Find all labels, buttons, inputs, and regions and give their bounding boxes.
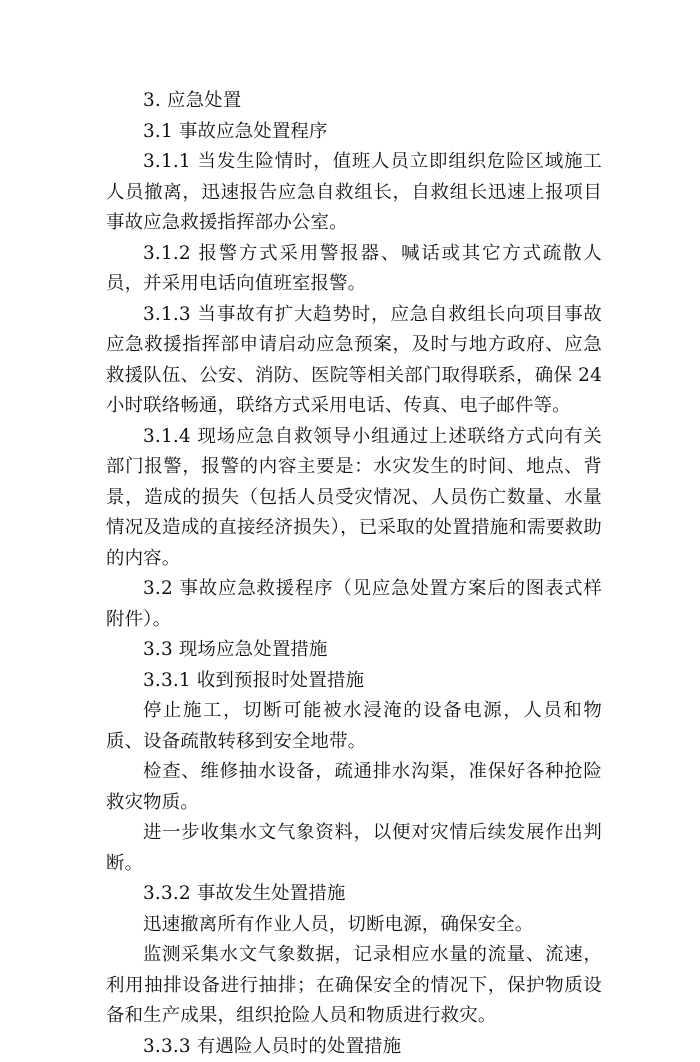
document-body — [106, 86, 602, 1062]
paragraph-3-1-1: 3.1.1 当发生险情时，值班人员立即组织危险区域施工人员撤离，迅速报告应急自救组长，自救组长迅速上报项目事故应急救援指挥部办公室。 — [106, 147, 602, 239]
paragraph-collect-data: 进一步收集水文气象资料，以便对灾情后续发展作出判断。 — [106, 818, 602, 879]
paragraph-monitor: 监测采集水文气象数据，记录相应水量的流量、流速，利用抽排设备进行抽排；在确保安全的情况下，保护物质设备和生产成果，组织抢险人员和物质进行救灾。 — [106, 940, 602, 1032]
paragraph-3-1-2: 3.1.2 报警方式采用警报器、喊话或其它方式疏散人员，并采用电话向值班室报警。 — [106, 239, 602, 300]
paragraph-evacuate: 迅速撤离所有作业人员，切断电源，确保安全。 — [106, 910, 602, 941]
paragraph-3-1-4: 3.1.4 现场应急自救领导小组通过上述联络方式向有关部门报警，报警的内容主要是：水灾发生的时间、地点、背景，造成的损失（包括人员受灾情况、人员伤亡数量、水量情况及造成的直接经济损失），已采取的处置措施和需要救助的内容。 — [106, 422, 602, 575]
section-heading-3: 3. 应急处置 — [106, 86, 602, 117]
paragraph-3-1-3: 3.1.3 当事故有扩大趋势时，应急自救组长向项目事故应急救援指挥部申请启动应急预案，及时与地方政府、应急救援队伍、公安、消防、医院等相关部门取得联系，确保 24 小时联络畅通，联络方式采用电话、传真、电子邮件等。 — [106, 300, 602, 422]
subsection-heading-3-3-3: 3.3.3 有遇险人员时的处置措施 — [106, 1032, 602, 1062]
paragraph-check-equipment: 检查、维修抽水设备，疏通排水沟渠，准保好各种抢险救灾物质。 — [106, 757, 602, 818]
paragraph-stop-work: 停止施工，切断可能被水浸淹的设备电源，人员和物质、设备疏散转移到安全地带。 — [106, 696, 602, 757]
subsection-heading-3-3-1: 3.3.1 收到预报时处置措施 — [106, 666, 602, 697]
subsection-heading-3-3: 3.3 现场应急处置措施 — [106, 635, 602, 666]
subsection-heading-3-3-2: 3.3.2 事故发生处置措施 — [106, 879, 602, 910]
paragraph-3-2: 3.2 事故应急救援程序（见应急处置方案后的图表式样附件）。 — [106, 574, 602, 635]
subsection-heading-3-1: 3.1 事故应急处置程序 — [106, 117, 602, 148]
